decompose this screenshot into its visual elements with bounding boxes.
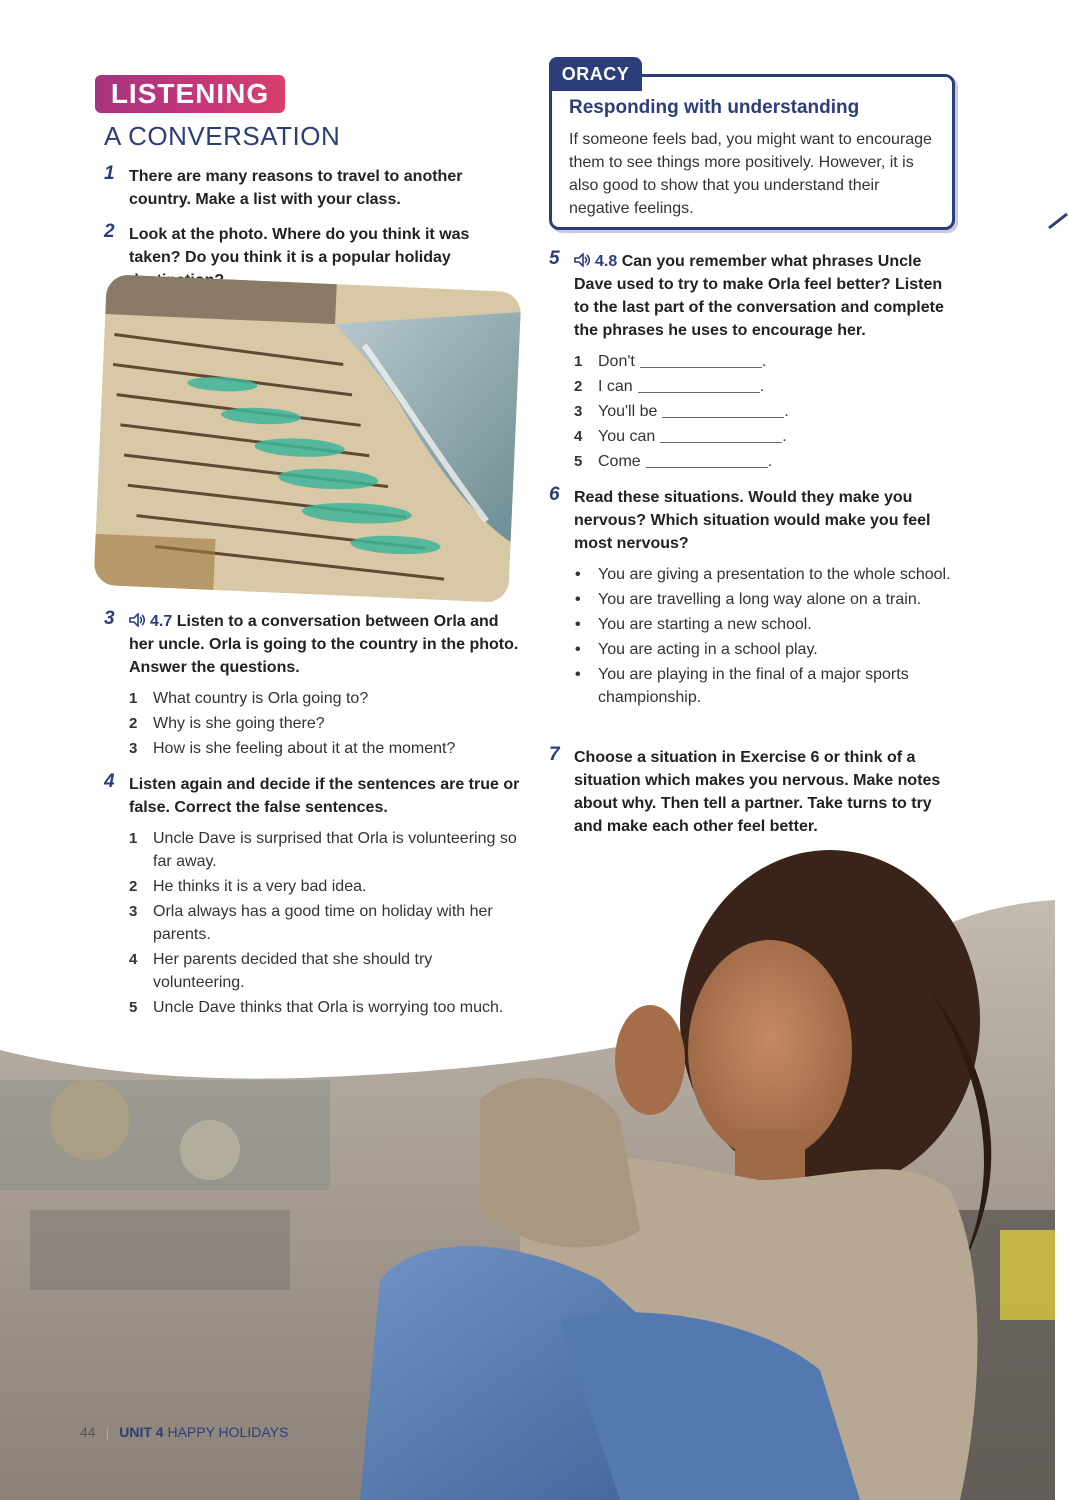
audio-track[interactable] bbox=[129, 613, 177, 630]
list-item bbox=[129, 900, 524, 946]
bullet-icon: • bbox=[575, 641, 581, 658]
oracy-title: Responding with understanding bbox=[569, 97, 860, 118]
footer-separator: | bbox=[105, 1424, 110, 1440]
audio-track-number: 4.7 bbox=[150, 613, 173, 630]
item-text: He thinks it is a very bad idea. bbox=[153, 878, 367, 895]
list-item: 1 Don't . bbox=[574, 350, 959, 373]
speaker-icon bbox=[574, 253, 592, 267]
item-text: What country is Orla going to? bbox=[153, 690, 369, 707]
list-item: 5 Come . bbox=[574, 450, 959, 473]
list-item bbox=[129, 687, 524, 710]
item-text: Uncle Dave is surprised that Orla is volunteering so far away. bbox=[153, 830, 517, 870]
item-number: 2 bbox=[129, 715, 138, 732]
audio-track[interactable] bbox=[574, 253, 622, 270]
list-item bbox=[129, 712, 524, 735]
item-number: 1 bbox=[129, 830, 138, 847]
item-text: You are travelling a long way alone on a train. bbox=[598, 591, 922, 608]
page-number: 44 bbox=[80, 1424, 96, 1440]
list-item: 2 I can . bbox=[574, 375, 959, 398]
exercise-number: 5 bbox=[549, 248, 560, 269]
exercise-prompt-text: Listen to a conversation between Orla and her uncle. Orla is going to the country in the photo. Answer the questions. bbox=[129, 613, 519, 676]
oracy-box bbox=[549, 74, 955, 230]
exercise-prompt: Choose a situation in Exercise 6 or think of a situation which makes you nervous. Make notes about why. Then tell a partner. Take turns to try and make each other feel better. bbox=[574, 749, 941, 835]
answer-blank[interactable] bbox=[640, 352, 762, 368]
list-item bbox=[129, 737, 524, 760]
item-number: 4 bbox=[129, 951, 138, 968]
exercise-7 bbox=[549, 746, 959, 838]
list-item bbox=[574, 613, 959, 636]
exercise-1 bbox=[104, 165, 524, 211]
bullet-icon: • bbox=[575, 666, 581, 683]
page-footer bbox=[80, 1424, 288, 1440]
bullet-icon: • bbox=[575, 566, 581, 583]
exercise-prompt bbox=[129, 610, 524, 679]
exercise-number: 6 bbox=[549, 484, 560, 505]
item-text: Uncle Dave thinks that Orla is worrying too much. bbox=[153, 999, 504, 1016]
list-item bbox=[574, 663, 959, 709]
unit-topic: HAPPY HOLIDAYS bbox=[167, 1424, 289, 1440]
section-subtitle: A CONVERSATION bbox=[104, 121, 341, 151]
item-text: Come bbox=[598, 453, 641, 470]
item-text: You are starting a new school. bbox=[598, 616, 812, 633]
phrase-list bbox=[574, 350, 959, 473]
item-number: 5 bbox=[129, 999, 138, 1016]
exercise-prompt: There are many reasons to travel to another country. Make a list with your class. bbox=[129, 168, 463, 208]
exercise-prompt bbox=[574, 250, 959, 342]
list-item bbox=[129, 827, 524, 873]
answer-blank[interactable] bbox=[662, 402, 784, 418]
exercise-number: 3 bbox=[104, 608, 115, 629]
sentence-list bbox=[129, 827, 524, 1019]
exercise-6 bbox=[549, 486, 959, 711]
list-item bbox=[574, 563, 959, 586]
oracy-tab: ORACY bbox=[549, 57, 642, 91]
item-number: 3 bbox=[129, 903, 138, 920]
item-number: 4 bbox=[574, 428, 583, 445]
audio-track-number: 4.8 bbox=[595, 253, 618, 270]
list-item: 4 You can . bbox=[574, 425, 959, 448]
section-tag: LISTENING bbox=[95, 75, 285, 113]
item-number: 3 bbox=[574, 403, 583, 420]
list-item: 3 You'll be . bbox=[574, 400, 959, 423]
answer-blank[interactable] bbox=[660, 427, 782, 443]
exercise-3 bbox=[104, 610, 524, 762]
boats-photo bbox=[93, 274, 521, 603]
list-item bbox=[129, 996, 524, 1019]
item-number: 2 bbox=[574, 378, 583, 395]
exercise-4 bbox=[104, 773, 524, 1021]
item-text: You are giving a presentation to the whole school. bbox=[598, 566, 951, 583]
item-number: 5 bbox=[574, 453, 583, 470]
item-text: Don't bbox=[598, 353, 635, 370]
exercise-prompt: Listen again and decide if the sentences are true or false. Correct the false sentences. bbox=[129, 776, 520, 816]
speaker-icon bbox=[129, 613, 147, 627]
list-item bbox=[574, 588, 959, 611]
situation-list bbox=[574, 563, 959, 709]
exercise-prompt-text: Can you remember what phrases Uncle Dave used to try to make Orla feel better? Listen to the last part of the conversation and complete the phrases he uses to encourage her. bbox=[574, 253, 944, 339]
list-item bbox=[129, 948, 524, 994]
unit-label: UNIT 4 bbox=[119, 1424, 164, 1440]
item-number: 1 bbox=[129, 690, 138, 707]
bullet-icon: • bbox=[575, 616, 581, 633]
item-number: 2 bbox=[129, 878, 138, 895]
exercise-number: 7 bbox=[549, 744, 560, 765]
item-text: You are playing in the final of a major sports championship. bbox=[598, 666, 909, 706]
exercise-number: 2 bbox=[104, 221, 115, 242]
item-text: You'll be bbox=[598, 403, 658, 420]
answer-blank[interactable] bbox=[646, 452, 768, 468]
item-number: 3 bbox=[129, 740, 138, 757]
item-text: You are acting in a school play. bbox=[598, 641, 818, 658]
question-list bbox=[129, 687, 524, 760]
list-item bbox=[129, 875, 524, 898]
item-text: Orla always has a good time on holiday with her parents. bbox=[153, 903, 493, 943]
exercise-prompt: Look at the photo. Where do you think it was taken? Do you think it is a popular holiday bbox=[129, 226, 470, 266]
item-number: 1 bbox=[574, 353, 583, 370]
exercise-prompt: Read these situations. Would they make you nervous? Which situation would make you feel most nervous? bbox=[574, 489, 931, 552]
item-text: Why is she going there? bbox=[153, 715, 325, 732]
exercise-number: 1 bbox=[104, 163, 115, 184]
item-text: Her parents decided that she should try volunteering. bbox=[153, 951, 433, 991]
bullet-icon: • bbox=[575, 591, 581, 608]
page-edge-mark bbox=[1047, 206, 1069, 236]
exercise-number: 4 bbox=[104, 771, 115, 792]
exercise-5 bbox=[549, 250, 959, 475]
item-text: How is she feeling about it at the moment? bbox=[153, 740, 456, 757]
answer-blank[interactable] bbox=[638, 377, 760, 393]
item-text: I can bbox=[598, 378, 633, 395]
oracy-text: If someone feels bad, you might want to encourage them to see things more positively. However, it is also good to show that you understand their negative feelings. bbox=[569, 131, 932, 217]
list-item bbox=[574, 638, 959, 661]
item-text: You can bbox=[598, 428, 656, 445]
